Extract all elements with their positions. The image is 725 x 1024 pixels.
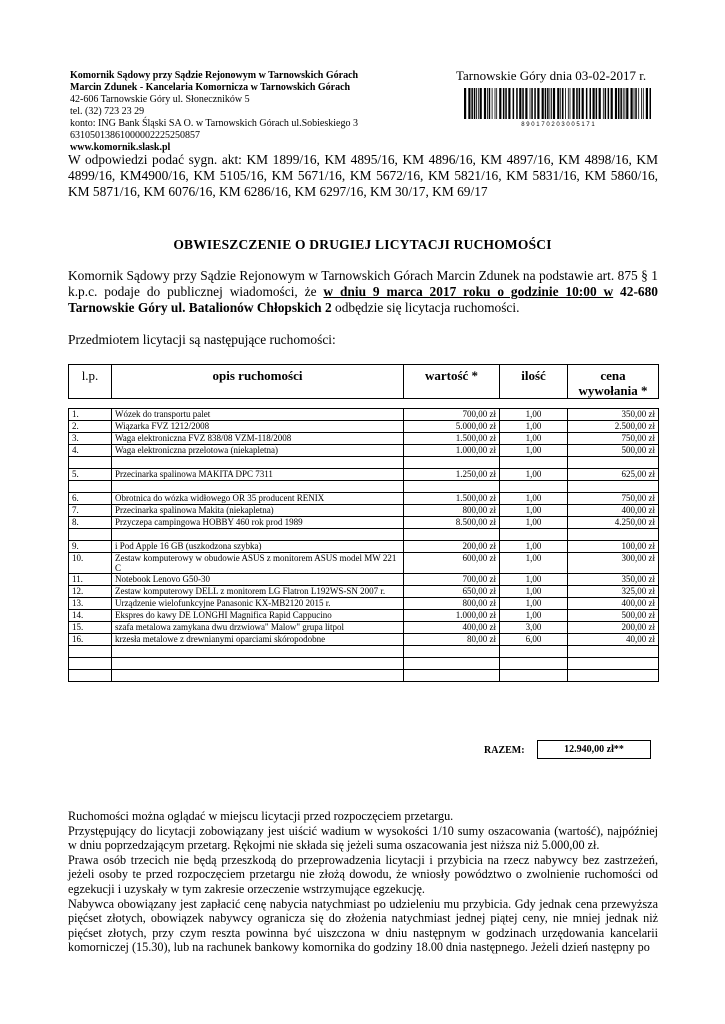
row-lp: 4. — [69, 445, 112, 457]
row-quantity — [500, 457, 568, 469]
row-description: Zestaw komputerowy DELL z monitorem LG Flatron L192WS-SN 2007 r. — [112, 586, 404, 598]
items-table — [68, 364, 659, 682]
row-price: 750,00 zł — [568, 433, 659, 445]
row-lp: 16. — [69, 634, 112, 646]
table-body — [69, 399, 659, 682]
table-header-row — [69, 365, 659, 399]
row-description — [112, 646, 404, 658]
row-quantity: 1,00 — [500, 541, 568, 553]
row-price: 2.500,00 zł — [568, 421, 659, 433]
row-value — [404, 670, 500, 682]
row-value: 800,00 zł — [404, 505, 500, 517]
terms-paragraph: Ruchomości można oglądać w miejscu licytacji przed rozpoczęciem przetargu. — [68, 809, 454, 823]
table-row — [69, 670, 659, 682]
row-quantity — [500, 646, 568, 658]
row-value: 600,00 zł — [404, 553, 500, 574]
row-quantity — [500, 481, 568, 493]
row-quantity: 6,00 — [500, 634, 568, 646]
intro-text: Komornik Sądowy przy Sądzie Rejonowym w Tarnowskich Górach Marcin Zdunek na podstawie art. 875 § 1 k.p.c. podaje do publicznej wiadomości, że — [68, 268, 658, 299]
row-value — [404, 481, 500, 493]
row-quantity: 1,00 — [500, 409, 568, 421]
table-row — [69, 586, 659, 598]
table-row — [69, 457, 659, 469]
row-description: i Pod Apple 16 GB (uszkodzona szybka) — [112, 541, 404, 553]
barcode-bars — [464, 88, 651, 119]
row-description — [112, 457, 404, 469]
row-lp — [69, 481, 112, 493]
row-lp: 11. — [69, 574, 112, 586]
row-lp: 7. — [69, 505, 112, 517]
row-quantity: 1,00 — [500, 598, 568, 610]
row-price: 400,00 zł — [568, 598, 659, 610]
row-description: Urządzenie wielofunkcyjne Panasonic KX-MB2120 2015 r. — [112, 598, 404, 610]
row-lp: 10. — [69, 553, 112, 574]
col-header-description: opis ruchomości — [112, 365, 404, 399]
row-quantity: 1,00 — [500, 586, 568, 598]
row-value: 650,00 zł — [404, 586, 500, 598]
auction-location: 42-680 Tarnowskie Góry ul. Batalionów Chłopskich 2 — [68, 284, 658, 315]
terms-paragraph: Nabywca obowiązany jest zapłacić cenę nabycia natychmiast po udzieleniu mu przybicia. Gdy jednak cena przewyższa pięćset złotych, obowiązek nabywcy ogranicza się do złożenia natychmiast jednej piątej ceny, nie mniej jednak niż pięćset złotych, przy czym reszta powinna być uiszczona w dniu następnym w godzinach urzędowania kancelarii komorniczej (15.30), lub na rachunek bankowy komornika do godziny 18.00 dnia następnego. Jeżeli dzień następny po — [68, 896, 658, 955]
barcode-digits: 8 9 0 1 7 0 2 0 3 0 0 5 1 7 1 — [521, 122, 595, 128]
row-quantity: 1,00 — [500, 493, 568, 505]
table-row — [69, 622, 659, 634]
row-price — [568, 481, 659, 493]
row-lp: 15. — [69, 622, 112, 634]
row-quantity: 1,00 — [500, 505, 568, 517]
table-row — [69, 610, 659, 622]
office-header — [70, 70, 358, 154]
row-quantity: 1,00 — [500, 517, 568, 529]
intro-paragraph — [68, 268, 658, 316]
table-row — [69, 646, 659, 658]
office-name: Komornik Sądowy przy Sądzie Rejonowym w Tarnowskich Górach — [70, 70, 359, 81]
row-description: Wiązarka FVZ 1212/2008 — [112, 421, 404, 433]
row-description: Przyczepa campingowa HOBBY 460 rok prod 1989 — [112, 517, 404, 529]
table-row — [69, 421, 659, 433]
row-price: 400,00 zł — [568, 505, 659, 517]
row-price — [568, 670, 659, 682]
col-header-price: cena wywołania * — [568, 365, 659, 399]
row-value: 1.000,00 zł — [404, 610, 500, 622]
row-value — [404, 646, 500, 658]
row-price: 4.250,00 zł — [568, 517, 659, 529]
row-description: Ekspres do kawy DE LONGHI Magnifica Rapid Cappucino — [112, 610, 404, 622]
row-value: 700,00 zł — [404, 574, 500, 586]
row-value: 1.500,00 zł — [404, 433, 500, 445]
office-name-line2: Marcin Zdunek - Kancelaria Komornicza w Tarnowskich Górach — [70, 82, 351, 93]
table-row — [69, 517, 659, 529]
table-row — [69, 469, 659, 481]
row-lp — [69, 670, 112, 682]
auction-date: w dniu 9 marca 2017 roku o godzinie 10:00 w — [323, 284, 614, 299]
row-description: Waga elektroniczna przelotowa (niekapletna) — [112, 445, 404, 457]
table-row — [69, 529, 659, 541]
office-address: 42-606 Tarnowskie Góry ul. Słoneczników 5 — [70, 94, 250, 105]
row-price: 625,00 zł — [568, 469, 659, 481]
row-quantity — [500, 658, 568, 670]
row-price: 100,00 zł — [568, 541, 659, 553]
row-lp: 9. — [69, 541, 112, 553]
row-value: 80,00 zł — [404, 634, 500, 646]
terms-section — [68, 809, 658, 955]
row-description: Obrotnica do wózka widłowego OR 35 producent RENIX — [112, 493, 404, 505]
row-value: 1.500,00 zł — [404, 493, 500, 505]
row-description — [112, 658, 404, 670]
row-description — [112, 481, 404, 493]
row-value: 200,00 zł — [404, 541, 500, 553]
table-row — [69, 493, 659, 505]
office-website[interactable]: www.komornik.slask.pl — [70, 142, 171, 153]
row-price: 40,00 zł — [568, 634, 659, 646]
row-description — [112, 670, 404, 682]
row-lp: 5. — [69, 469, 112, 481]
table-row — [69, 409, 659, 421]
row-price: 750,00 zł — [568, 493, 659, 505]
table-row — [69, 481, 659, 493]
row-value — [404, 457, 500, 469]
subject-line: Przedmiotem licytacji są następujące ruchomości: — [68, 332, 336, 347]
terms-paragraph: Przystępujący do licytacji zobowiązany jest uiścić wadium w wysokości 1/10 sumy oszacowania (wartość), najpóźniej w dniu poprzedzającym przetarg. Rękojmi nie składa się jeżeli suma oszacowania jest niższa niż 5.000,00 zł. — [68, 823, 658, 853]
row-description: Przecinarka spalinowa MAKITA DPC 7311 — [112, 469, 404, 481]
row-price — [568, 646, 659, 658]
row-lp: 6. — [69, 493, 112, 505]
table-row — [69, 658, 659, 670]
table-row — [69, 445, 659, 457]
office-phone: tel. (32) 723 23 29 — [70, 106, 145, 117]
row-price: 200,00 zł — [568, 622, 659, 634]
terms-paragraph: Prawa osób trzecich nie będą przeszkodą do przeprowadzenia licytacji i przybicia na rzecz nabywcy bez zastrzeżeń, jeżeli osoby te przed rozpoczęciem przetargu nie złożą dowodu, że wniosły powództwo o zwolnienie ruchomości od egzekucji i uzyskały w tym zakresie orzeczenie wstrzymujące egzekucję. — [68, 852, 658, 896]
col-header-lp: l.p. — [69, 365, 112, 399]
case-reference: W odpowiedzi podać sygn. akt: KM 1899/16, KM 4895/16, KM 4896/16, KM 4897/16, KM 4898/16, KM 4899/16, KM4900/16, KM 5105/16, KM 5671/16, KM 5672/16, KM 5821/16, KM 5831/16, KM 5860/16, KM 5871/16, KM 6076/16, KM 6286/16, KM 6297/16, KM 30/17, KM 69/17 — [68, 152, 658, 199]
row-lp: 3. — [69, 433, 112, 445]
row-description: Zestaw komputerowy w obudowie ASUS z monitorem ASUS model MW 221 C — [112, 553, 404, 574]
document-date: Tarnowskie Góry dnia 03-02-2017 r. — [456, 68, 647, 83]
row-quantity: 1,00 — [500, 433, 568, 445]
barcode — [462, 88, 654, 128]
row-value: 800,00 zł — [404, 598, 500, 610]
row-quantity: 1,00 — [500, 469, 568, 481]
row-lp: 12. — [69, 586, 112, 598]
row-price: 500,00 zł — [568, 610, 659, 622]
row-quantity: 3,00 — [500, 622, 568, 634]
total-value: 12.940,00 zł** — [537, 740, 651, 759]
row-quantity: 1,00 — [500, 421, 568, 433]
bank-account: konto: ING Bank Śląski SA O. w Tarnowskich Górach ul.Sobieskiego 3 — [70, 118, 358, 129]
row-value: 700,00 zł — [404, 409, 500, 421]
row-price — [568, 457, 659, 469]
table-row — [69, 553, 659, 574]
row-lp: 13. — [69, 598, 112, 610]
row-lp — [69, 646, 112, 658]
row-quantity: 1,00 — [500, 553, 568, 574]
row-quantity: 1,00 — [500, 610, 568, 622]
row-lp: 8. — [69, 517, 112, 529]
table-row — [69, 634, 659, 646]
row-description: Notebook Lenovo G50-30 — [112, 574, 404, 586]
row-price: 300,00 zł — [568, 553, 659, 574]
row-description — [112, 529, 404, 541]
row-lp — [69, 457, 112, 469]
row-quantity: 1,00 — [500, 445, 568, 457]
row-value — [404, 529, 500, 541]
row-value: 5.000,00 zł — [404, 421, 500, 433]
row-lp: 1. — [69, 409, 112, 421]
row-quantity: 1,00 — [500, 574, 568, 586]
row-lp: 2. — [69, 421, 112, 433]
intro-text-end: odbędzie się licytacja ruchomości. — [331, 300, 520, 315]
table-spacer — [69, 399, 659, 409]
row-price — [568, 529, 659, 541]
table-row — [69, 541, 659, 553]
row-price: 325,00 zł — [568, 586, 659, 598]
row-lp — [69, 658, 112, 670]
row-value: 1.000,00 zł — [404, 445, 500, 457]
row-description: Wózek do transportu palet — [112, 409, 404, 421]
row-value: 400,00 zł — [404, 622, 500, 634]
page-title: OBWIESZCZENIE O DRUGIEJ LICYTACJI RUCHOMOŚCI — [173, 237, 552, 252]
row-price — [568, 658, 659, 670]
row-quantity — [500, 529, 568, 541]
table-row — [69, 433, 659, 445]
table-row — [69, 574, 659, 586]
row-description: Waga elektroniczna FVZ 838/08 VZM-118/2008 — [112, 433, 404, 445]
row-value — [404, 658, 500, 670]
row-value: 8.500,00 zł — [404, 517, 500, 529]
row-lp: 14. — [69, 610, 112, 622]
row-price: 350,00 zł — [568, 409, 659, 421]
row-quantity — [500, 670, 568, 682]
bank-account-number: 63105013861000002225250857 — [70, 130, 200, 141]
table-row — [69, 598, 659, 610]
row-price: 350,00 zł — [568, 574, 659, 586]
row-value: 1.250,00 zł — [404, 469, 500, 481]
row-description: szafa metalowa zamykana dwu drzwiowa" Malow" grupa litpol — [112, 622, 404, 634]
total-label: RAZEM: — [484, 745, 525, 756]
row-lp — [69, 529, 112, 541]
row-description: Przecinarka spalinowa Makita (niekapletna) — [112, 505, 404, 517]
table-row — [69, 505, 659, 517]
row-description: krzesła metalowe z drewnianymi oparciami skóropodobne — [112, 634, 404, 646]
col-header-quantity: ilość — [500, 365, 568, 399]
col-header-value: wartość * — [404, 365, 500, 399]
row-price: 500,00 zł — [568, 445, 659, 457]
